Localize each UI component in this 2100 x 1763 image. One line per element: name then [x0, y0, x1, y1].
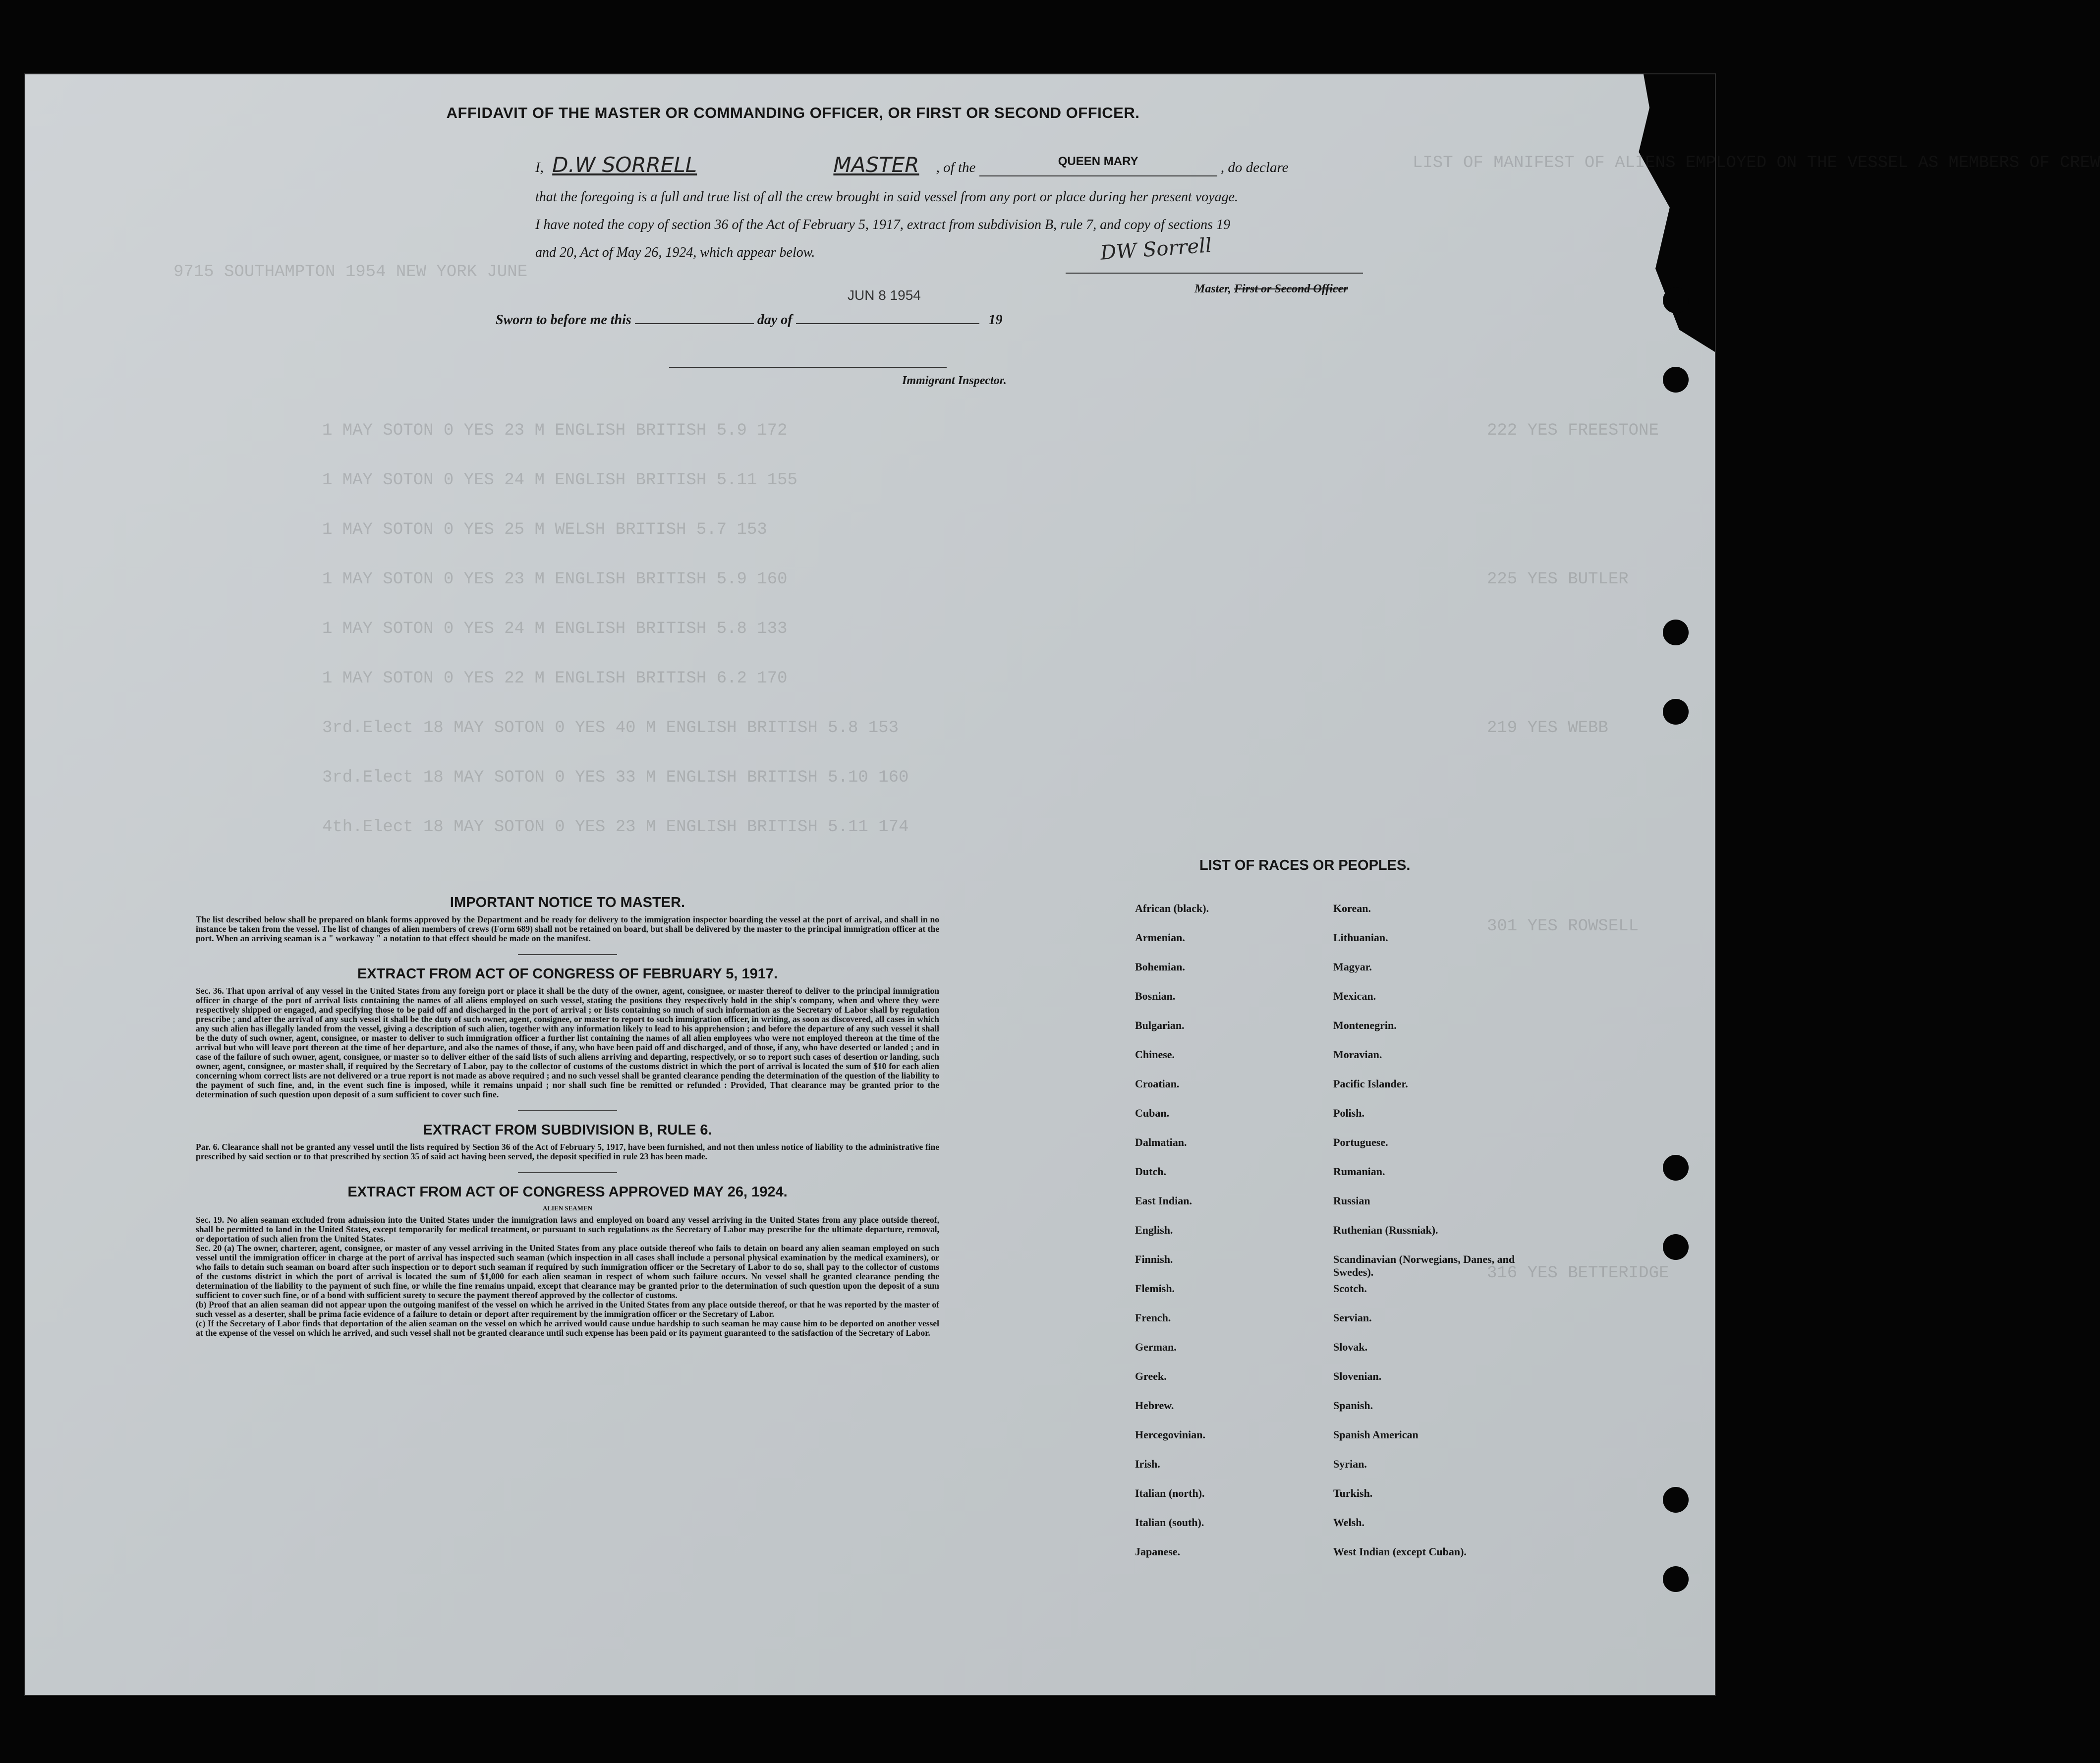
of-the-label: , of the [936, 160, 976, 175]
race-item: East Indian. [1135, 1194, 1192, 1207]
notice-body: The list described below shall be prepared on blank forms approved by the Department and be ready for delivery to the immigration inspector boarding the vessel at the port of arrival, and shall in no instance be taken from the vessel. The list of changes of alien members of crews (Form 689) shall not be retained on board, but shall be delivered by the master to the principal immigration officer at the port. When an arriving seaman is a " workaway " a notation to that effect should be made on the manifest. [196, 914, 939, 943]
declaration-block [535, 151, 1408, 267]
race-item: Dutch. [1135, 1165, 1166, 1178]
race-item: African (black). [1135, 902, 1209, 914]
race-item: Rumanian. [1333, 1165, 1385, 1178]
sworn-day-blank [635, 323, 754, 324]
bleed-through-text: 1 MAY SOTON 0 YES 23 M ENGLISH BRITISH 5.9 160 [322, 570, 788, 589]
master-label: Master, [1194, 283, 1235, 295]
master-signature: DW Sorrell [1099, 234, 1213, 265]
race-item: Flemish. [1135, 1282, 1175, 1295]
race-item: Portuguese. [1333, 1136, 1388, 1148]
declaration-line-4: and 20, Act of May 26, 1924, which appear below. [535, 245, 815, 260]
race-item: Dalmatian. [1135, 1136, 1187, 1148]
declaration-line-2: that the foregoing is a full and true list of all the crew brought in said vessel from any port or place during her present voyage. [535, 189, 1239, 205]
race-item: Armenian. [1135, 931, 1185, 944]
race-item: Cuban. [1135, 1107, 1170, 1119]
punch-hole [1663, 1566, 1689, 1592]
master-label-block [1194, 283, 1348, 296]
race-item: Hebrew. [1135, 1399, 1174, 1412]
race-item: Korean. [1333, 902, 1371, 914]
punch-hole [1663, 699, 1689, 725]
inspector-label: Immigrant Inspector. [902, 374, 1007, 387]
sworn-day-label: day of [757, 312, 793, 328]
date-stamp: JUN 8 1954 [848, 287, 921, 303]
sec19-text: Sec. 19. No alien seaman excluded from admission into the United States under the immigration laws and employed on board any vessel arriving in the United States from any place outside thereof, shall be permitted to land in the United States, except temporarily for medical treatment, or pursuant to such regulations as the Secretary of Labor may prescribe for the ultimate departure, removal, or deportation of such alien from the United States. [196, 1215, 939, 1244]
race-item: Hercegovinian. [1135, 1428, 1205, 1441]
sworn-line [496, 312, 1003, 328]
race-item: Lithuanian. [1333, 931, 1388, 944]
divider [518, 1110, 617, 1111]
race-item: Polish. [1333, 1107, 1364, 1119]
inspector-line [669, 367, 947, 368]
race-item: Spanish. [1333, 1399, 1373, 1412]
rule6-title: EXTRACT FROM SUBDIVISION B, RULE 6. [423, 1122, 712, 1138]
races-right-column [1333, 902, 1551, 1575]
race-item: Welsh. [1333, 1516, 1364, 1529]
divider [518, 1172, 617, 1173]
bleed-through-text: 316 YES BETTERIDGE [1487, 1264, 1669, 1283]
race-item: Magyar. [1333, 961, 1372, 973]
sec20b-text: (b) Proof that an alien seaman did not appear upon the outgoing manifest of the vessel on which he arrived in the United States from any place outside thereof, or that he was reported by the master of such vessel as a deserter, shall be prima facie evidence of a failure to detain or deport after requirement by the immigration officer or the Secretary of Labor. [196, 1300, 939, 1319]
sec20c-text: (c) If the Secretary of Labor finds that deportation of the alien seaman on the vessel on which he arrived would cause undue hardship to such seaman he may cause him to be deported on another vessel at the expense of the vessel on which he arrived, and such vessel shall not be granted clearance until such expense has been paid or its payment guaranteed to the satisfaction of the Secretary of Labor. [196, 1318, 939, 1338]
race-item: Japanese. [1135, 1545, 1181, 1558]
race-item: Pacific Islander. [1333, 1078, 1408, 1090]
race-item: Irish. [1135, 1458, 1160, 1470]
rule6-body: Par. 6. Clearance shall not be granted any vessel until the lists required by Section 36 of the Act of February 5, 1917, have been furnished, and not then unless notice of liability to the administrative fine prescribed by said section or to that prescribed by section 35 of said act having been served, the deposit specified in rule 23 has been made. [196, 1142, 939, 1161]
handwritten-name: D.W SORRELL [552, 153, 697, 177]
race-item: Spanish American [1333, 1428, 1419, 1441]
extract-1917-body: Sec. 36. That upon arrival of any vessel in the United States from any foreign port or place it shall be the duty of the owner, agent, consignee, or master thereof to deliver to the principal immigration officer in charge of the port of arrival lists containing the names of all aliens employed on such vessel, stating the positions they respectively hold in the ship's company, when and where they were respectively shipped or engaged, and specifying those to be paid off and discharged in the port of arrival ; or lists containing so much of such information as the Secretary of Labor shall by regulation prescribe ; and after the arrival of any such vessel it shall be the duty of such owner, agent, consignee, or master to report to such immigration officer, in writing, as soon as discovered, all cases in which any such alien has illegally landed from the vessel, giving a description of such alien, together with any information likely to lead to his apprehension ; and before the departure of any such vessel it shall be the duty of such owner, agent, consignee, or master to deliver to such immigration officer a further list containing the names of all alien employees who were not employed thereon at the time of the arrival but who will leave port thereon at the time of her departure, and also the names of those, if any, who have been paid off and discharged, and of those, if any, who have deserted or landed ; and in case of the failure of such owner, agent, consignee, or master so to deliver either of the said lists of such aliens arriving and departing, respectively, or so to report such cases of desertion or landing, such owner, agent, consignee, or master shall, if required by the Secretary of Labor, pay to the collector of customs of the customs district in which the port of arrival is located the sum of $10 for each alien concerning whom correct lists are not delivered or a true report is not made as above required ; and no such vessel shall be granted clearance pending the determination of the question of the liability to the payment of such fine, and, in the event such fine is imposed, while it remains unpaid ; nor shall such fine be remitted or refunded : Provided, That clearance may be granted prior to the determination of such question upon deposit of a sum sufficient to cover such fine. [196, 986, 939, 1099]
notice-title: IMPORTANT NOTICE TO MASTER. [450, 895, 685, 910]
race-item: Italian (north). [1135, 1487, 1205, 1499]
punch-hole [1663, 367, 1689, 393]
bleed-through-text: 1 MAY SOTON 0 YES 22 M ENGLISH BRITISH 6.2 170 [322, 669, 788, 688]
race-item: Scotch. [1333, 1282, 1367, 1295]
declaration-prefix: I, [535, 160, 544, 175]
struck-officer-label: First or Second Officer [1234, 283, 1348, 295]
bleed-through-text: 3rd.Elect 18 MAY SOTON 0 YES 40 M ENGLISH BRITISH 5.8 153 [322, 719, 899, 738]
punch-hole [1663, 620, 1689, 645]
signature-line [1066, 273, 1363, 274]
bleed-through-text: 301 YES ROWSELL [1487, 917, 1639, 936]
race-item: French. [1135, 1311, 1171, 1324]
race-item: Moravian. [1333, 1048, 1382, 1061]
torn-corner [1596, 74, 1715, 352]
bleed-through-text: 222 YES FREESTONE [1487, 421, 1659, 440]
bleed-through-text: 1 MAY SOTON 0 YES 24 M ENGLISH BRITISH 5.11 155 [322, 471, 797, 490]
handwritten-rank: MASTER [833, 153, 919, 177]
extract-1924-title: EXTRACT FROM ACT OF CONGRESS APPROVED MAY 26, 1924. [347, 1184, 788, 1200]
race-item: Ruthenian (Russniak). [1333, 1224, 1438, 1236]
punch-hole [1663, 1487, 1689, 1513]
race-item: English. [1135, 1224, 1173, 1236]
race-item: Finnish. [1135, 1253, 1173, 1265]
race-item: Bohemian. [1135, 961, 1185, 973]
race-item: Greek. [1135, 1370, 1167, 1382]
sworn-year-label: 19 [988, 312, 1003, 328]
race-item: Montenegrin. [1333, 1019, 1397, 1031]
divider [518, 954, 617, 955]
race-item: West Indian (except Cuban). [1333, 1545, 1467, 1558]
declaration-line-3: I have noted the copy of section 36 of the Act of February 5, 1917, extract from subdivision B, rule 7, and copy of sections 19 [535, 217, 1231, 232]
bleed-through-text: 225 YES BUTLER [1487, 570, 1629, 589]
sworn-prefix: Sworn to before me this [496, 312, 631, 328]
race-item: Croatian. [1135, 1078, 1180, 1090]
races-title: LIST OF RACES OR PEOPLES. [1199, 857, 1411, 873]
races-left-column [1135, 902, 1323, 1575]
alien-seamen-subtitle: ALIEN SEAMEN [542, 1204, 593, 1212]
do-declare-label: , do declare [1220, 160, 1289, 175]
race-item: Servian. [1333, 1311, 1372, 1324]
race-item: Bulgarian. [1135, 1019, 1185, 1031]
ship-name-field: QUEEN MARY [979, 148, 1217, 176]
sec20a-text: Sec. 20 (a) The owner, charterer, agent, consignee, or master of any vessel arriving in the United States from any place outside thereof who fails to detain on board any alien seaman employed on such vessel until the immigration officer in charge at the port of arrival has inspected such seaman (which inspection in all cases shall include a personal physical examination by the medical examiners), or who fails to detain such seaman on board after such inspection or to deport such seaman if required by such immigration officer or the Secretary of Labor to do so, shall pay to the collector of customs of the customs district in which the port of arrival is located the sum of $1,000 for each alien seaman in respect of whom such failure occurs. No vessel shall be granted clearance pending the determination of the liability to the payment of such fine, or while the fine remains unpaid, except that clearance may be granted prior to the determination of such question upon the deposit of a sum sufficient to cover such fine, or of a bond with sufficient surety to secure the payment thereof approved by the collector of customs. [196, 1243, 939, 1300]
bleed-through-text: 4th.Elect 18 MAY SOTON 0 YES 23 M ENGLISH BRITISH 5.11 174 [322, 818, 909, 837]
race-item: Bosnian. [1135, 990, 1176, 1002]
declaration-line-1 [535, 151, 1408, 183]
race-item: Mexican. [1333, 990, 1376, 1002]
bleed-through-text: 219 YES WEBB [1487, 719, 1608, 738]
race-item: Syrian. [1333, 1458, 1367, 1470]
sworn-month-blank [796, 323, 979, 324]
race-item: Scandinavian (Norwegians, Danes, and Swedes). [1333, 1253, 1515, 1278]
affidavit-title: AFFIDAVIT OF THE MASTER OR COMMANDING OFFICER, OR FIRST OR SECOND OFFICER. [446, 104, 1140, 121]
bleed-through-text: 1 MAY SOTON 0 YES 23 M ENGLISH BRITISH 5.9 172 [322, 421, 788, 440]
punch-hole [1663, 287, 1689, 313]
race-item: Turkish. [1333, 1487, 1373, 1499]
race-item: Chinese. [1135, 1048, 1175, 1061]
extract-1917-title: EXTRACT FROM ACT OF CONGRESS OF FEBRUARY 5, 1917. [357, 966, 778, 982]
race-item: Italian (south). [1135, 1516, 1204, 1529]
bleed-through-text: 3rd.Elect 18 MAY SOTON 0 YES 33 M ENGLISH BRITISH 5.10 160 [322, 768, 909, 787]
race-item: Russian [1333, 1194, 1370, 1207]
race-item: German. [1135, 1341, 1177, 1353]
document-page [25, 74, 2100, 1695]
notice-section [196, 895, 939, 1338]
race-item: Slovak. [1333, 1341, 1368, 1353]
punch-hole [1663, 1155, 1689, 1181]
bleed-through-text: 1 MAY SOTON 0 YES 24 M ENGLISH BRITISH 5.8 133 [322, 620, 788, 638]
punch-hole [1663, 1234, 1689, 1260]
bleed-through-text: 1 MAY SOTON 0 YES 25 M WELSH BRITISH 5.7 153 [322, 520, 767, 539]
bleed-through-text: LIST OF MANIFEST OF ALIENS EMPLOYED ON THE VESSEL AS MEMBERS OF CREW [1413, 154, 2100, 172]
race-item: Slovenian. [1333, 1370, 1382, 1382]
bleed-through-text: 9715 SOUTHAMPTON 1954 NEW YORK JUNE [173, 263, 528, 282]
